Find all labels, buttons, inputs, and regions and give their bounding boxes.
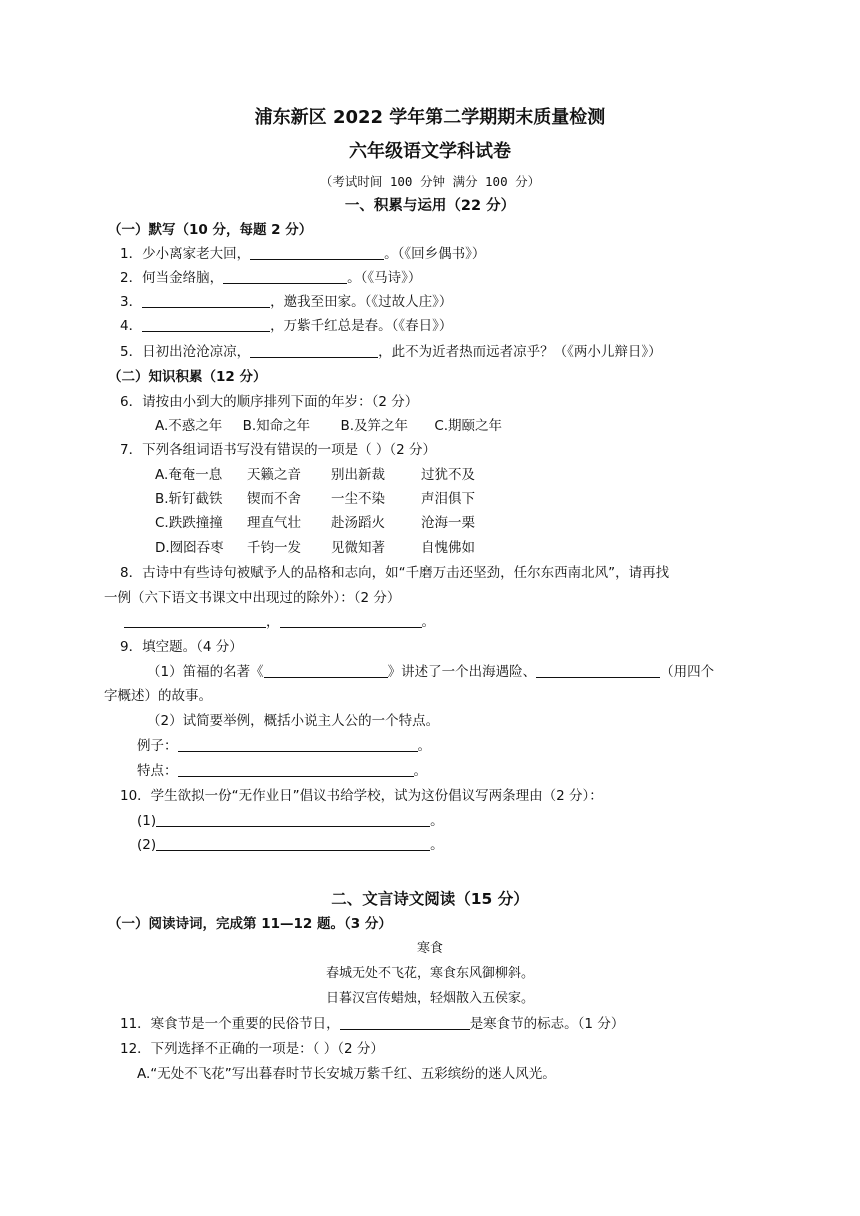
question-3	[120, 292, 452, 312]
q9-s1-prefix: （1）笛福的名著《	[147, 664, 264, 680]
q4-prefix: 4．	[120, 318, 143, 334]
q6-option: B.及笄之年	[340, 418, 409, 434]
q7-word: 沧海一栗	[421, 515, 475, 531]
section-1-title: 一、积累与运用（22 分）	[344, 198, 516, 214]
q9-example-end: 。	[417, 738, 431, 754]
exam-subtitle: 六年级语文学科试卷	[349, 141, 511, 162]
q4-suffix: ，万紫千红总是春。（《春日》）	[270, 318, 453, 334]
part-2-1-heading: （一）阅读诗词，完成第 11—12 题。（3 分）	[108, 916, 392, 932]
q3-prefix: 3．	[120, 294, 143, 310]
q6-option: B.知命之年	[242, 418, 311, 434]
q9-summary-blank[interactable]	[536, 662, 660, 678]
question-12-option-a: A.“无处不飞花”写出暮春时节长安城万紫千红、五彩缤纷的迷人风光。	[137, 1066, 556, 1082]
q9-example-blank[interactable]	[178, 736, 418, 752]
q9-s1-suffix: （用四个	[660, 664, 715, 680]
question-7-row-d	[155, 538, 475, 558]
q7-word: 赴汤蹈火	[331, 515, 385, 531]
q2-prefix: 2．何当金络脑，	[120, 270, 224, 286]
q4-answer-blank[interactable]	[142, 316, 270, 332]
q9-book-title-blank[interactable]	[264, 662, 388, 678]
q7-word: 声泪俱下	[421, 491, 475, 507]
q9-example-label: 例子：	[137, 738, 178, 754]
q8-end: 。	[421, 614, 435, 630]
question-7-row-b	[155, 489, 475, 509]
q7-word: 天籁之音	[247, 467, 301, 483]
q10-reason-2-blank[interactable]	[156, 835, 430, 851]
q1-prefix: 1．少小离家老大回，	[120, 246, 251, 262]
q1-answer-blank[interactable]	[250, 244, 384, 260]
q3-answer-blank[interactable]	[142, 292, 270, 308]
question-6-stem: 6．请按由小到大的顺序排列下面的年岁：（2 分）	[120, 394, 419, 410]
question-1	[120, 244, 485, 264]
question-10-reason-2	[137, 835, 444, 855]
question-5	[120, 342, 662, 362]
exam-title: 浦东新区 2022 学年第二学期期末质量检测	[254, 107, 606, 128]
question-4	[120, 316, 452, 336]
question-9-stem: 9．填空题。（4 分）	[120, 639, 243, 655]
q7-word: 理直气壮	[247, 515, 301, 531]
q7-word: 千钧一发	[247, 540, 301, 556]
q5-prefix: 5．日初出沧沧凉凉，	[120, 344, 251, 360]
q10-r1-end: 。	[430, 813, 444, 829]
q2-answer-blank[interactable]	[223, 268, 347, 284]
q7-word: B.斩钉截铁	[155, 491, 223, 507]
question-7-row-a	[155, 465, 475, 485]
question-7-stem: 7．下列各组词语书写没有错误的一项是（ ）（2 分）	[120, 442, 437, 458]
q10-r2-label: (2)	[137, 837, 157, 853]
q9-s1-middle: 》讲述了一个出海遇险、	[387, 664, 537, 680]
q3-suffix: ，邀我至田家。（《过故人庄》）	[270, 294, 453, 310]
q8-answer-blank-1[interactable]	[124, 612, 266, 628]
question-9-sub-1-cont: 字概述）的故事。	[104, 688, 212, 704]
question-9-sub-2: （2）试简要举例，概括小说主人公的一个特点。	[147, 713, 440, 729]
question-8-answer	[124, 612, 435, 632]
poem-line-1: 春城无处不飞花，寒食东风御柳斜。	[325, 966, 534, 981]
question-11	[120, 1014, 624, 1034]
q9-feature-label: 特点：	[137, 763, 178, 779]
question-8-line-1: 8．古诗中有些诗句被赋予人的品格和志向，如“千磨万击还坚劲，任尔东西南北风”，请再找	[120, 565, 670, 581]
section-2-title: 二、文言诗文阅读（15 分）	[331, 890, 529, 908]
question-8-line-2: 一例（六下语文书课文中出现过的除外）：（2 分）	[104, 590, 401, 606]
q7-word: D.囫囵吞枣	[155, 540, 224, 556]
question-10-reason-1	[137, 811, 444, 831]
question-9-sub-1	[147, 662, 714, 682]
q7-word: 锲而不舍	[247, 491, 301, 507]
q9-feature-end: 。	[413, 763, 427, 779]
q7-word: 自愧佛如	[421, 540, 475, 556]
q7-word: 一尘不染	[331, 491, 385, 507]
exam-note: （考试时间 100 分钟 满分 100 分）	[319, 174, 541, 189]
question-6-options	[155, 416, 502, 436]
question-12-stem: 12．下列选择不正确的一项是：（ ）（2 分）	[120, 1041, 384, 1057]
question-7-row-c	[155, 513, 475, 533]
q7-word: 别出新裁	[331, 467, 385, 483]
q2-suffix: 。（《马诗》）	[347, 270, 422, 286]
q5-suffix: ，此不为近者热而远者凉乎？（《两小儿辩日》）	[378, 344, 662, 360]
q8-answer-blank-2[interactable]	[280, 612, 422, 628]
question-2	[120, 268, 421, 288]
q10-reason-1-blank[interactable]	[156, 811, 430, 827]
q11-answer-blank[interactable]	[340, 1014, 470, 1030]
poem-line-2: 日暮汉宫传蜡烛，轻烟散入五侯家。	[325, 991, 534, 1006]
q7-word: 见微知著	[331, 540, 385, 556]
poem-title: 寒食	[416, 941, 443, 956]
q11-prefix: 11．寒食节是一个重要的民俗节日，	[120, 1016, 340, 1032]
part-2-heading: （二）知识积累（12 分）	[108, 369, 267, 385]
question-9-example	[137, 736, 431, 756]
q10-r1-label: (1)	[137, 813, 157, 829]
q6-option: A.不惑之年	[155, 418, 223, 434]
q11-suffix: 是寒食节的标志。（1 分）	[469, 1016, 625, 1032]
q7-word: 过犹不及	[421, 467, 475, 483]
part-1-heading: （一）默写（10 分，每题 2 分）	[108, 222, 313, 238]
q10-r2-end: 。	[430, 837, 444, 853]
q5-answer-blank[interactable]	[250, 342, 378, 358]
q1-suffix: 。（《回乡偶书》）	[384, 246, 486, 262]
question-9-feature	[137, 761, 427, 781]
q7-word: A.奄奄一息	[155, 467, 223, 483]
q8-separator: ，	[266, 614, 280, 630]
q6-option: C.期颐之年	[434, 418, 503, 434]
q7-word: C.跌跌撞撞	[155, 515, 223, 531]
q9-feature-blank[interactable]	[178, 761, 414, 777]
question-10-stem: 10．学生欲拟一份“无作业日”倡议书给学校，试为这份倡议写两条理由（2 分）：	[120, 788, 603, 804]
